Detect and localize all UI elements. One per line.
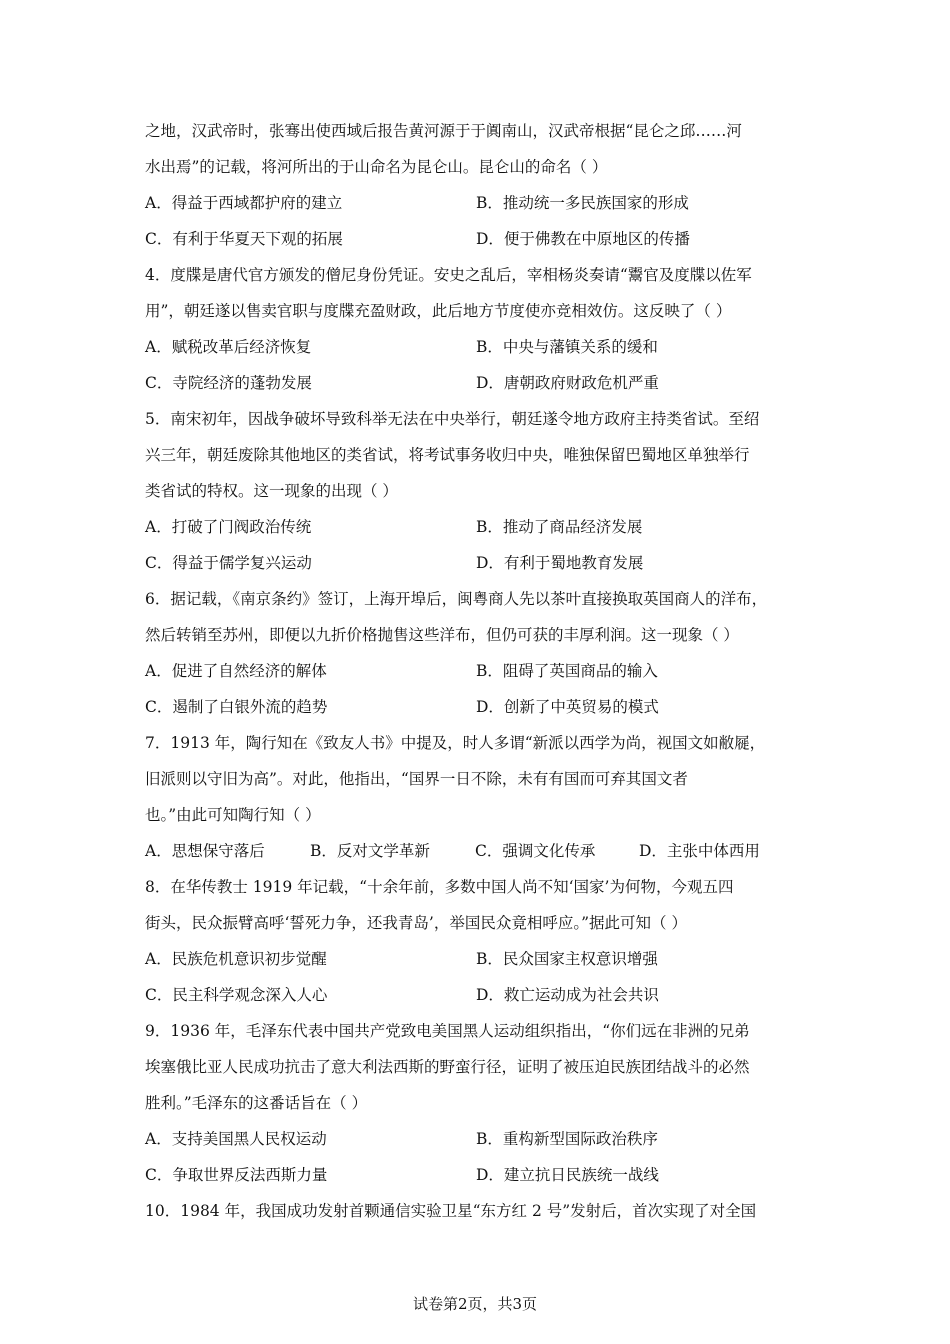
option-d: D．建立抗日民族统一战线: [476, 1166, 659, 1184]
question-stem: 之地，汉武帝时，张骞出使西域后报告黄河源于于阗南山，汉武帝根据“昆仑之邱……河: [145, 122, 742, 140]
options-row: [145, 1121, 825, 1157]
option-b: B．中央与藩镇关系的缓和: [476, 338, 658, 356]
option-a: A．打破了门阀政治传统: [145, 518, 312, 536]
option-d: D．唐朝政府财政危机严重: [476, 374, 659, 392]
question-7: [145, 725, 825, 869]
options-row: [145, 365, 825, 401]
option-b: B．反对文学革新: [310, 842, 430, 860]
question-stem: 10．1984 年，我国成功发射首颗通信实验卫星“东方红 2 号”发射后，首次实现了对全国: [145, 1202, 757, 1220]
options-row: [145, 1157, 825, 1193]
option-c: C．强调文化传承: [475, 842, 596, 860]
question-stem: 7．1913 年，陶行知在《致友人书》中提及，时人多谓“新派以西学为尚，视国文如敝屣，: [145, 734, 766, 752]
question-stem: 旧派则以守旧为高”。对此，他指出，“国界一日不除，未有有国而可弃其国文者: [145, 770, 688, 788]
option-c: C．民主科学观念深入人心: [145, 986, 328, 1004]
options-row: [145, 509, 825, 545]
option-d: D．救亡运动成为社会共识: [476, 986, 659, 1004]
option-d: D．创新了中英贸易的模式: [476, 698, 659, 716]
options-row: [145, 653, 825, 689]
option-a: A．促进了自然经济的解体: [145, 662, 327, 680]
option-b: B．民众国家主权意识增强: [476, 950, 658, 968]
option-d: D．主张中体西用: [639, 842, 760, 860]
option-b: B．推动了商品经济发展: [476, 518, 643, 536]
question-stem: 类省试的特权。这一现象的出现（ ）: [145, 482, 398, 500]
options-row: [145, 941, 825, 977]
options-row: [145, 329, 825, 365]
option-d: D．有利于蜀地教育发展: [476, 554, 644, 572]
question-stem: 胜利。”毛泽东的这番话旨在（ ）: [145, 1094, 368, 1112]
question-5: [145, 401, 825, 581]
page-footer: 试卷第2页，共3页: [412, 1295, 538, 1313]
options-row: [145, 545, 825, 581]
question-stem: 5．南宋初年，因战争破坏导致科举无法在中央举行，朝廷遂令地方政府主持类省试。至绍: [145, 410, 760, 428]
question-stem: 街头，民众振臂高呼‘誓死力争，还我青岛’，举国民众竟相呼应。”据此可知（ ）: [145, 914, 687, 932]
question-stem: 兴三年，朝廷废除其他地区的类省试，将考试事务收归中央，唯独保留巴蜀地区单独举行: [145, 446, 750, 464]
options-row: [145, 221, 825, 257]
option-c: C．有利于华夏天下观的拓展: [145, 230, 343, 248]
option-a: A．支持美国黑人民权运动: [145, 1130, 327, 1148]
options-row: [145, 689, 825, 725]
question-stem: 8．在华传教士 1919 年记载，“十余年前，多数中国人尚不知‘国家’为何物，今观五四: [145, 878, 734, 896]
question-stem: 水出焉”的记载，将河所出的于山命名为昆仑山。昆仑山的命名（ ）: [145, 158, 608, 176]
question-stem: 用”，朝廷遂以售卖官职与度牒充盈财政，此后地方节度使亦竞相效仿。这反映了（ ）: [145, 302, 732, 320]
option-c: C．遏制了白银外流的趋势: [145, 698, 328, 716]
options-row: [145, 185, 825, 221]
option-b: B．推动统一多民族国家的形成: [476, 194, 689, 212]
question-8: [145, 869, 825, 1013]
question-stem: 也。”由此可知陶行知（ ）: [145, 806, 321, 824]
option-c: C．寺院经济的蓬勃发展: [145, 374, 312, 392]
question-stem: 然后转销至苏州，即便以九折价格抛售这些洋布，但仍可获的丰厚利润。这一现象（ ）: [145, 626, 739, 644]
options-row: [145, 977, 825, 1013]
question-stem: 埃塞俄比亚人民成功抗击了意大利法西斯的野蛮行径，证明了被压迫民族团结战斗的必然: [145, 1058, 750, 1076]
option-d: D．便于佛教在中原地区的传播: [476, 230, 690, 248]
option-a: A．思想保守落后: [145, 842, 265, 860]
option-c: C．得益于儒学复兴运动: [145, 554, 312, 572]
option-b: B．重构新型国际政治秩序: [476, 1130, 658, 1148]
question-6: [145, 581, 825, 725]
question-stem: 6．据记载，《南京条约》签订，上海开埠后，闽粤商人先以茶叶直接换取英国商人的洋布，: [145, 590, 768, 608]
options-row: [145, 833, 825, 869]
question-3: [145, 113, 825, 257]
exam-content: [145, 113, 825, 1229]
question-9: [145, 1013, 825, 1193]
option-b: B．阻碍了英国商品的输入: [476, 662, 658, 680]
question-stem: 4．度牒是唐代官方颁发的僧尼身份凭证。安史之乱后，宰相杨炎奏请“鬻官及度牒以佐军: [145, 266, 752, 284]
question-4: [145, 257, 825, 401]
option-a: A．民族危机意识初步觉醒: [145, 950, 327, 968]
option-a: A．得益于西域都护府的建立: [145, 194, 343, 212]
option-a: A．赋税改革后经济恢复: [145, 338, 312, 356]
option-c: C．争取世界反法西斯力量: [145, 1166, 328, 1184]
question-10: [145, 1193, 825, 1229]
question-stem: 9．1936 年，毛泽东代表中国共产党致电美国黑人运动组织指出，“你们远在非洲的兄弟: [145, 1022, 750, 1040]
